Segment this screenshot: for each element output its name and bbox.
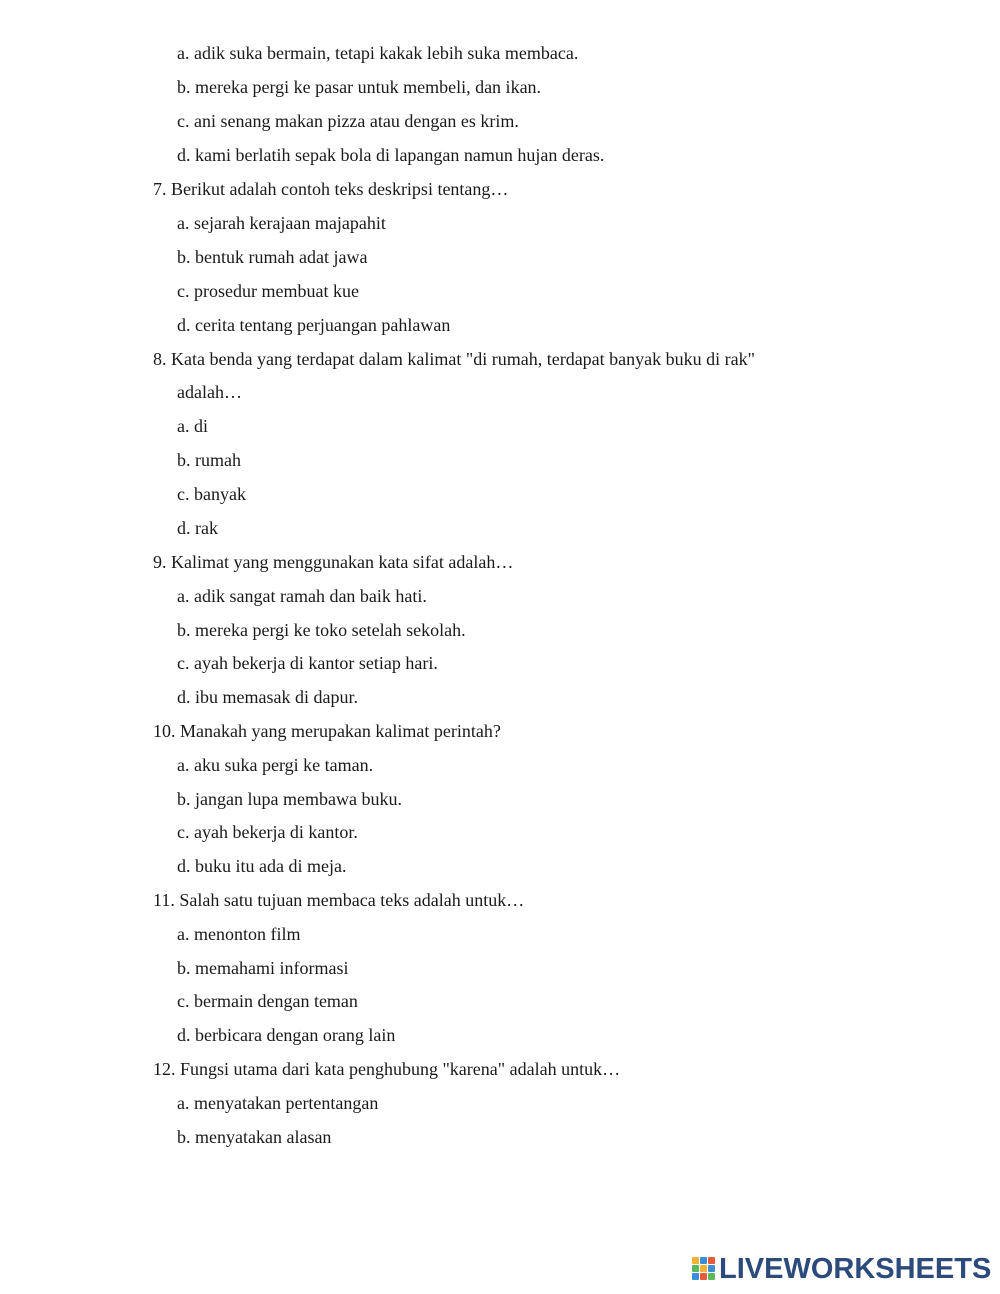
- question-7-option-b[interactable]: b. bentuk rumah adat jawa: [177, 247, 368, 267]
- liveworksheets-brand[interactable]: [692, 1253, 991, 1285]
- question-10-option-b[interactable]: b. jangan lupa membawa buku.: [177, 789, 402, 809]
- question-7-option-a[interactable]: a. sejarah kerajaan majapahit: [177, 213, 386, 233]
- prev-question-option-b[interactable]: b. mereka pergi ke pasar untuk membeli, dan ikan.: [177, 77, 542, 97]
- question-10-text: 10. Manakah yang merupakan kalimat perintah?: [153, 721, 501, 741]
- question-10-option-d[interactable]: d. buku itu ada di meja.: [177, 856, 347, 876]
- prev-question-option-d[interactable]: d. kami berlatih sepak bola di lapangan namun hujan deras.: [177, 145, 605, 165]
- question-8-option-b[interactable]: b. rumah: [177, 450, 241, 470]
- question-7-option-c[interactable]: c. prosedur membuat kue: [177, 281, 359, 301]
- prev-question-option-a[interactable]: a. adik suka bermain, tetapi kakak lebih suka membaca.: [177, 43, 579, 63]
- question-9-option-a[interactable]: a. adik sangat ramah dan baik hati.: [177, 586, 427, 606]
- question-9-option-d[interactable]: d. ibu memasak di dapur.: [177, 687, 358, 707]
- question-11-option-c[interactable]: c. bermain dengan teman: [177, 991, 358, 1011]
- question-11-option-d[interactable]: d. berbicara dengan orang lain: [177, 1025, 396, 1045]
- brand-name: LIVEWORKSHEETS: [719, 1253, 992, 1285]
- liveworksheets-logo-icon: [692, 1256, 716, 1282]
- question-12-text: 12. Fungsi utama dari kata penghubung "karena" adalah untuk…: [153, 1059, 621, 1079]
- question-11-text: 11. Salah satu tujuan membaca teks adalah untuk…: [153, 890, 525, 910]
- question-12-option-a[interactable]: a. menyatakan pertentangan: [177, 1093, 379, 1113]
- question-8-option-c[interactable]: c. banyak: [177, 484, 246, 504]
- question-10-option-c[interactable]: c. ayah bekerja di kantor.: [177, 822, 358, 842]
- question-11-option-a[interactable]: a. menonton film: [177, 924, 301, 944]
- question-12-option-b[interactable]: b. menyatakan alasan: [177, 1127, 332, 1147]
- question-7-text: 7. Berikut adalah contoh teks deskripsi tentang…: [153, 179, 509, 199]
- question-11-option-b[interactable]: b. memahami informasi: [177, 958, 349, 978]
- question-10-option-a[interactable]: a. aku suka pergi ke taman.: [177, 755, 374, 775]
- question-9-text: 9. Kalimat yang menggunakan kata sifat adalah…: [153, 552, 514, 572]
- question-8-text-continued: adalah…: [177, 382, 242, 402]
- prev-question-option-c[interactable]: c. ani senang makan pizza atau dengan es krim.: [177, 111, 519, 131]
- question-8-text: 8. Kata benda yang terdapat dalam kalimat "di rumah, terdapat banyak buku di rak": [153, 349, 755, 369]
- question-9-option-b[interactable]: b. mereka pergi ke toko setelah sekolah.: [177, 620, 466, 640]
- question-8-option-a[interactable]: a. di: [177, 416, 208, 436]
- question-7-option-d[interactable]: d. cerita tentang perjuangan pahlawan: [177, 315, 451, 335]
- question-8-option-d[interactable]: d. rak: [177, 518, 218, 538]
- question-9-option-c[interactable]: c. ayah bekerja di kantor setiap hari.: [177, 653, 438, 673]
